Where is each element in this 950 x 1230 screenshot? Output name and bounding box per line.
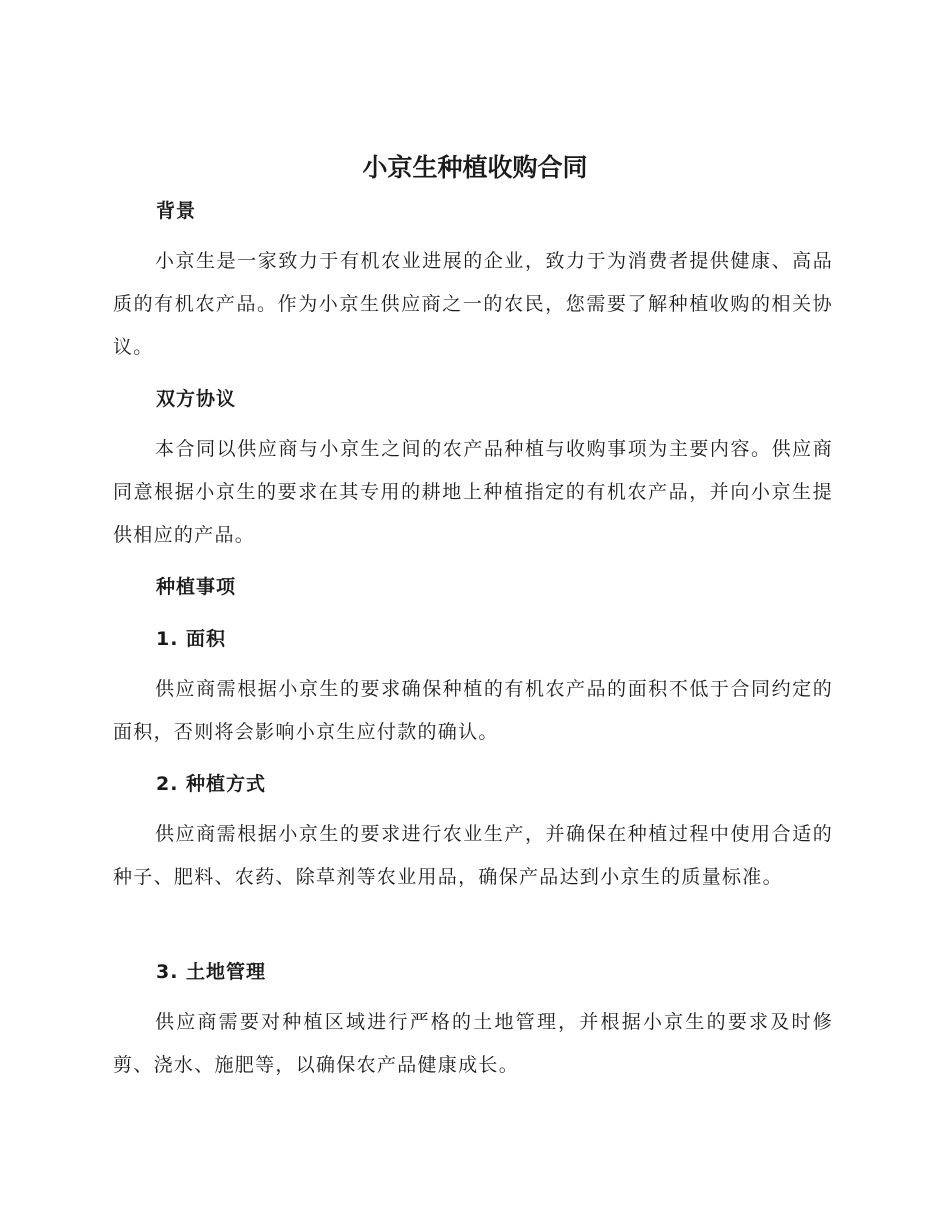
section-heading-agreement: 双方协议	[156, 388, 237, 410]
section-heading-planting-method: 2. 种植方式	[156, 773, 267, 795]
document-title: 小京生种植收购合同	[362, 153, 588, 182]
section-paragraph-background: 小京生是一家致力于有机农业进展的企业，致力于为消费者提供健康、高品质的有机农产品。作为小京生供应商之一的农民，您需要了解种植收购的相关协议。	[113, 250, 833, 358]
section-heading-land-management: 3. 土地管理	[156, 961, 267, 983]
section-heading-background: 背景	[156, 200, 197, 222]
section-paragraph-land-management: 供应商需要对种植区域进行严格的土地管理，并根据小京生的要求及时修剪、浇水、施肥等，以确保农产品健康成长。	[113, 1011, 833, 1076]
section-paragraph-area: 供应商需根据小京生的要求确保种植的有机农产品的面积不低于合同约定的面积，否则将会影响小京生应付款的确认。	[113, 678, 833, 743]
section-heading-area: 1. 面积	[156, 628, 227, 650]
section-paragraph-agreement: 本合同以供应商与小京生之间的农产品种植与收购事项为主要内容。供应商同意根据小京生的要求在其专用的耕地上种植指定的有机农产品，并向小京生提供相应的产品。	[113, 438, 833, 546]
section-paragraph-planting-method: 供应商需根据小京生的要求进行农业生产，并确保在种植过程中使用合适的种子、肥料、农药、除草剂等农业用品，确保产品达到小京生的质量标准。	[113, 823, 833, 888]
section-heading-planting-items: 种植事项	[156, 576, 237, 598]
